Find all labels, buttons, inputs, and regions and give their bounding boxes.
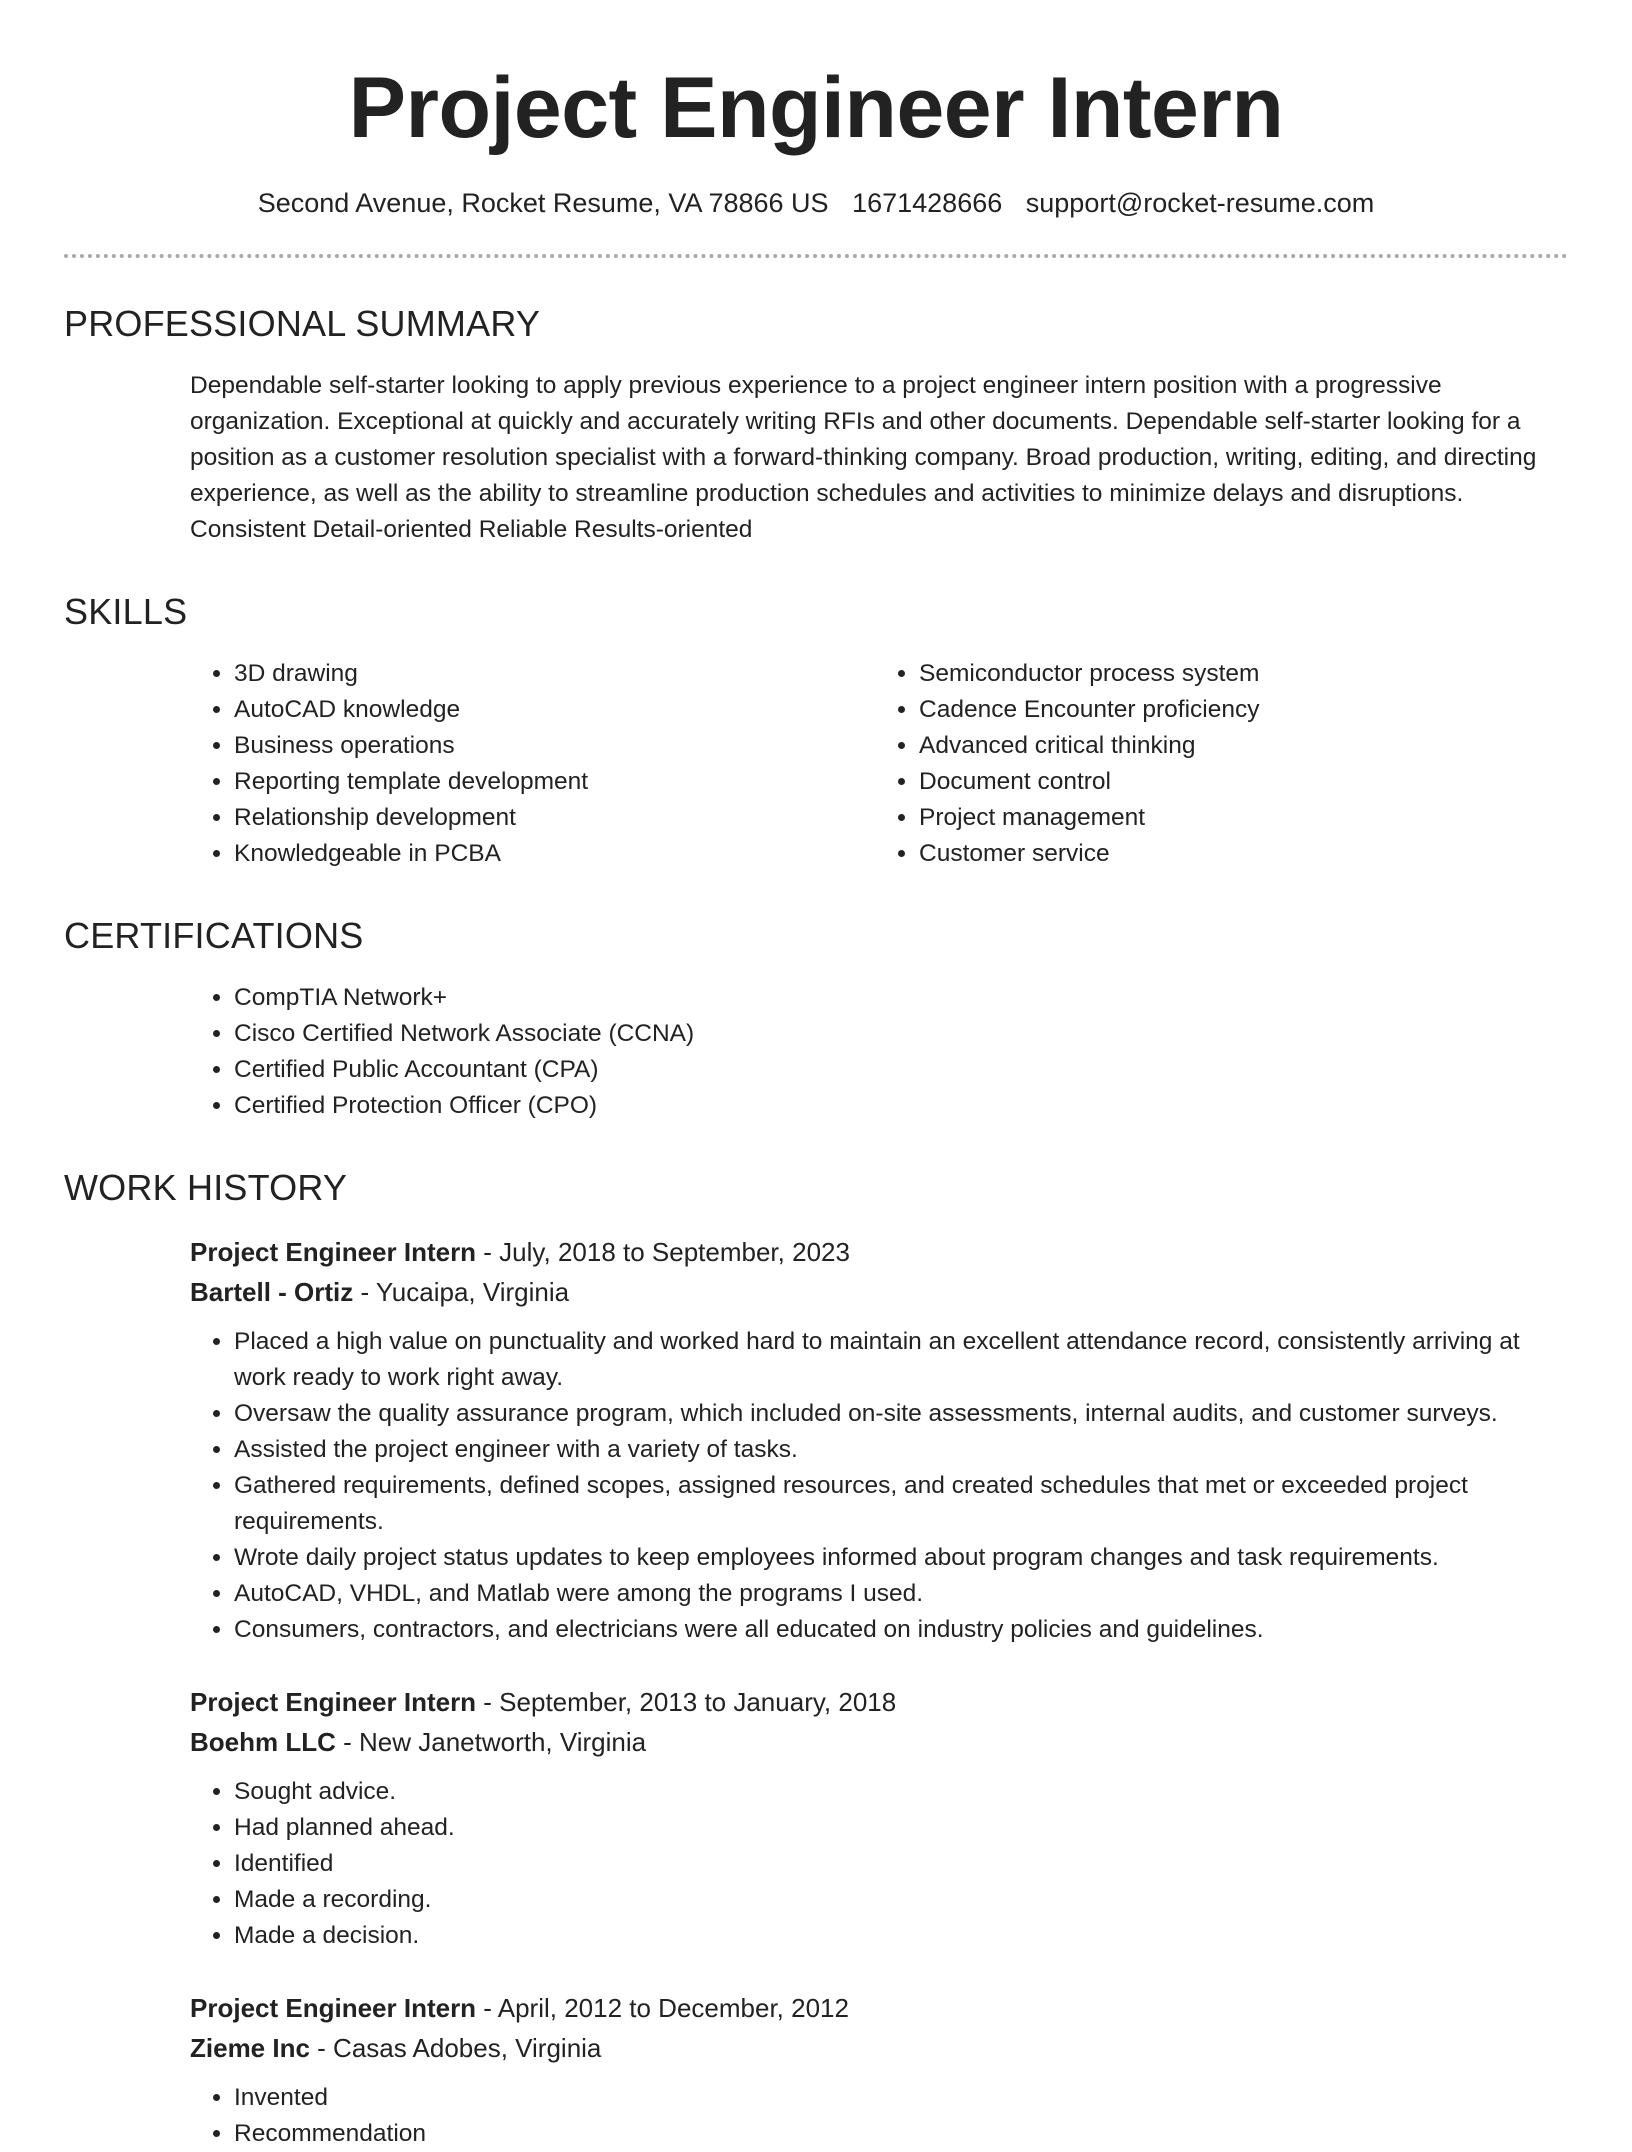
job-bullet: • Invented xyxy=(234,2080,1560,2116)
job-entry xyxy=(190,1988,1560,2152)
job-bullet: • Placed a high value on punctuality and worked hard to maintain an excellent attendance record, consistently arriving at work ready to work right away. xyxy=(234,1324,1560,1396)
job-bullet: • Consumers, contractors, and electricians were all educated on industry policies and guidelines. xyxy=(234,1612,1560,1648)
certifications-section xyxy=(64,914,1568,1124)
summary-title: PROFESSIONAL SUMMARY xyxy=(64,303,541,344)
job-bullet: • Wrote daily project status updates to keep employees informed about program changes and task requirements. xyxy=(234,1540,1560,1576)
skill-item: • Advanced critical thinking xyxy=(919,728,1560,764)
job-location: - New Janetworth, Virginia xyxy=(335,1727,647,1757)
job-bullet: • Had planned ahead. xyxy=(234,1810,1560,1846)
job-title-line xyxy=(190,1232,1560,1272)
job-bullet: • Gathered requirements, defined scopes, assigned resources, and created schedules that met or exceeded project requirements. xyxy=(234,1468,1560,1540)
job-entry xyxy=(190,1682,1560,1954)
job-title-line xyxy=(190,1682,1560,1722)
contact-email: support@rocket-resume.com xyxy=(1025,188,1375,218)
skill-item: • Project management xyxy=(919,800,1560,836)
job-location: - Casas Adobes, Virginia xyxy=(309,2033,602,2063)
job-role: Project Engineer Intern xyxy=(190,1687,477,1717)
job-dates: - April, 2012 to December, 2012 xyxy=(476,1993,849,2023)
skill-item: • 3D drawing xyxy=(234,656,875,692)
job-bullet: • Sought advice. xyxy=(234,1774,1560,1810)
summary-text: Dependable self-starter looking to apply previous experience to a project engineer intern position with a progressive organization. Exceptional at quickly and accurately writing RFIs and other documents. Dependable self-starter looking for a position as a customer resolution specialist with a forward-thinking company. Broad production, writing, editing, and directing experience, as well as the ability to streamline production schedules and activities to minimize delays and disruptions. Consistent Detail-oriented Reliable Results-oriented xyxy=(190,372,1537,543)
skills-columns xyxy=(190,656,1560,872)
job-bullets xyxy=(190,2080,1560,2152)
certifications-title: CERTIFICATIONS xyxy=(64,915,364,956)
job-role: Project Engineer Intern xyxy=(190,1993,477,2023)
summary-section xyxy=(64,302,1568,548)
skills-left-list xyxy=(190,656,875,872)
job-company: Boehm LLC xyxy=(190,1727,336,1757)
job-dates: - July, 2018 to September, 2023 xyxy=(476,1237,850,1267)
job-entry xyxy=(190,1232,1560,1648)
job-bullet: • Identified xyxy=(234,1846,1560,1882)
header-divider xyxy=(64,254,1568,258)
work-history-title: WORK HISTORY xyxy=(64,1167,348,1208)
contact-line xyxy=(64,186,1568,220)
resume-name: Project Engineer Intern xyxy=(348,60,1284,156)
certifications-list xyxy=(190,980,1560,1124)
certification-item: • Certified Protection Officer (CPO) xyxy=(234,1088,1560,1124)
work-history-section xyxy=(64,1166,1568,2152)
skills-right-list xyxy=(875,656,1560,872)
job-bullet: • AutoCAD, VHDL, and Matlab were among the programs I used. xyxy=(234,1576,1560,1612)
job-bullet: • Recommendation xyxy=(234,2116,1560,2152)
certification-item: • Certified Public Accountant (CPA) xyxy=(234,1052,1560,1088)
contact-address: Second Avenue, Rocket Resume, VA 78866 US xyxy=(257,188,829,218)
skill-item: • Customer service xyxy=(919,836,1560,872)
job-bullet: • Made a recording. xyxy=(234,1882,1560,1918)
skill-item: • Document control xyxy=(919,764,1560,800)
job-location: - Yucaipa, Virginia xyxy=(353,1277,570,1307)
skill-item: • Business operations xyxy=(234,728,875,764)
job-bullets xyxy=(190,1324,1560,1648)
skills-section xyxy=(64,590,1568,872)
skill-item: • Reporting template development xyxy=(234,764,875,800)
job-company: Bartell - Ortiz xyxy=(190,1277,354,1307)
skill-item: • Relationship development xyxy=(234,800,875,836)
job-dates: - September, 2013 to January, 2018 xyxy=(476,1687,897,1717)
job-bullet: • Assisted the project engineer with a variety of tasks. xyxy=(234,1432,1560,1468)
skill-item: • AutoCAD knowledge xyxy=(234,692,875,728)
job-company-line xyxy=(190,1722,1560,1762)
skill-item: • Cadence Encounter proficiency xyxy=(919,692,1560,728)
job-company-line xyxy=(190,2028,1560,2068)
certification-item: • CompTIA Network+ xyxy=(234,980,1560,1016)
job-bullet: • Oversaw the quality assurance program, which included on-site assessments, internal audits, and customer surveys. xyxy=(234,1396,1560,1432)
skill-item: • Semiconductor process system xyxy=(919,656,1560,692)
job-title-line xyxy=(190,1988,1560,2028)
job-bullet: • Made a decision. xyxy=(234,1918,1560,1954)
job-company: Zieme Inc xyxy=(190,2033,310,2063)
contact-phone: 1671428666 xyxy=(852,188,1003,218)
job-role: Project Engineer Intern xyxy=(190,1237,477,1267)
certification-item: • Cisco Certified Network Associate (CCNA) xyxy=(234,1016,1560,1052)
skills-title: SKILLS xyxy=(64,591,188,632)
job-company-line xyxy=(190,1272,1560,1312)
job-bullets xyxy=(190,1774,1560,1954)
skill-item: • Knowledgeable in PCBA xyxy=(234,836,875,872)
